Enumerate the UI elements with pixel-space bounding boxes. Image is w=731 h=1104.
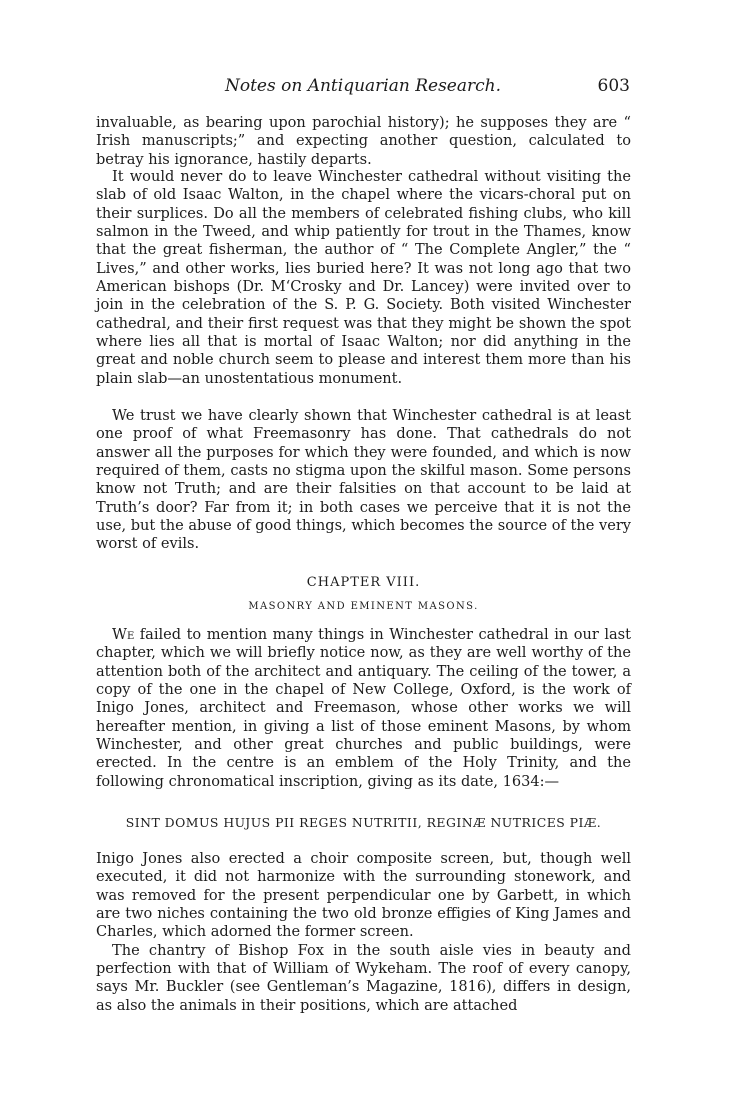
paragraph-freemasonry: We trust we have clearly shown that Winchester cathedral is at least one proof of what Freemasonry has done. That cathedrals do not answer all the purposes for which they were founded, and which is now required of them, casts no stigma upon the skilful mason. Some persons know not Truth; and are their falsities on that account to be laid at Truth’s door? Far from it; in both cases we perceive that it is not the use, but the abuse of good things, which becomes the source of the very worst of evils. <box>96 407 631 553</box>
text-block-walton <box>96 168 631 388</box>
paragraph-chantry: The chantry of Bishop Fox in the south aisle vies in beauty and perfection with that of William of Wykeham. The roof of every canopy, says Mr. Buckler (see Gentleman’s Magazine, 1816), differs in design, as also the animals in their positions, which are attached <box>96 941 631 1014</box>
paragraph-continuation: invaluable, as bearing upon parochial history); he supposes they are “ Irish manuscripts;” and expecting another question, calculated to betray his ignorance, hastily departs. <box>96 114 631 168</box>
paragraph-walton: It would never do to leave Winchester cathedral without visiting the slab of old Isaac Walton, in the chapel where the vicars-choral put on their surplices. Do all the members of celebrated fishing clubs, who kill salmon in the Tweed, and whip patiently for trout in the Thames, know that the great fisherman, the author of “ The Complete Angler,” the “ Lives,” and other works, lies buried here? It was not long ago that two American bishops (Dr. M‘Crosky and Dr. Lancey) were invited over to join in the celebration of the S. P. G. Society. Both visited Winchester cathedral, and their first request was that they might be shown the spot where lies all that is mortal of Isaac Walton; nor did anything in the great and noble church seem to please and interest them more than his plain slab—an unostentatious monument. <box>96 168 631 387</box>
page-number: 603 <box>597 76 630 96</box>
opening-word: We <box>112 626 135 643</box>
text-block-screen-and-chantry <box>96 850 631 1015</box>
text-block-freemasonry <box>96 407 631 554</box>
latin-inscription: SINT DOMUS HUJUS PII REGES NUTRITII, REGINÆ NUTRICES PIÆ. <box>125 815 602 830</box>
text-block-chapter-opening <box>96 626 631 791</box>
paragraph-chapter-opening-text: failed to mention many things in Winchester cathedral in our last chapter, which we will briefly notice now, as they are well worthy of the attention both of the architect and antiquary. The ceiling of the tower, a copy of the one in the chapel of New College, Oxford, is the work of Inigo Jones, architect and Freemason, whose other works we will hereafter mention, in giving a list of those eminent Masons, by whom Winchester, and other great churches and public buildings, were erected. In the centre is an emblem of the Holy Trinity, and the following chronomatical inscription, giving as its date, 1634:— <box>96 626 631 790</box>
chapter-subtitle: MASONRY AND EMINENT MASONS. <box>248 601 479 612</box>
paragraph-chapter-opening <box>96 626 631 791</box>
text-block-continuation <box>96 114 631 169</box>
chapter-title: CHAPTER VIII. <box>306 575 421 590</box>
paragraph-screen: Inigo Jones also erected a choir composite screen, but, though well executed, it did not harmonize with the surrounding stonework, and was removed for the present perpendicular one by Garbett, in which are two niches containing the two old bronze effigies of King James and Charles, which adorned the former screen. <box>96 850 631 941</box>
running-title: Notes on Antiquarian Research. <box>224 76 501 96</box>
page-header <box>96 76 630 100</box>
